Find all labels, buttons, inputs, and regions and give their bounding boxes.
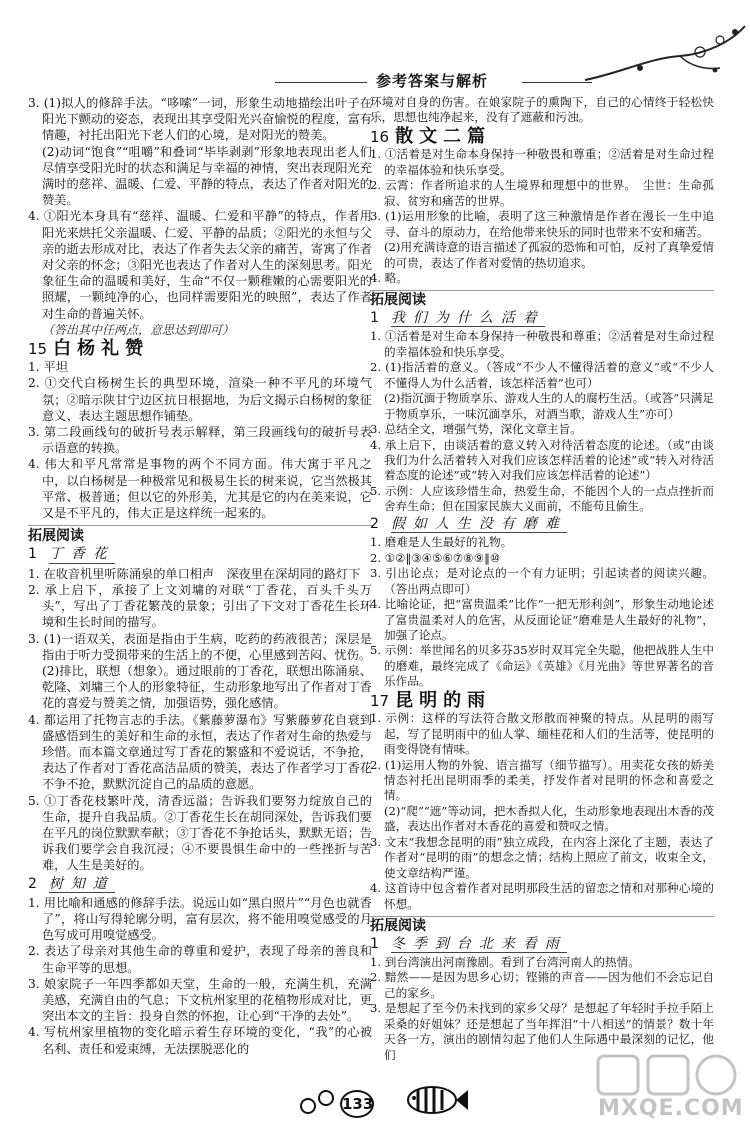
continued-text: 环境对自身的伤害。在娘家院子的熏陶下，自己的心情终于轻松快乐，思想也纯净起来，没有了遮蔽和污浊。 [370, 95, 714, 125]
bubble-icon [318, 1090, 334, 1106]
answer-item: 3. (1)一语双关，表面是指由于生病，吃药的药液很苦；深层是指由于听力受损带来的生活上的不便，心里感到苦闷、忧伤。 [28, 631, 372, 662]
answer-item: 3. 文末“我想念昆明的雨”独立成段，在内容上深化了主题，表达了作者对“昆明的雨”的想念之情；结构上照应了前文，收束全文，使文章结构严谨。 [370, 834, 714, 880]
answer-item: 1. 磨难是人生最好的礼物。 [370, 535, 513, 550]
reading-title [28, 876, 372, 893]
answer-note: （答出其中任两点，意思达到即可） [42, 322, 235, 337]
answer-item: 1. ①活着是对生命本身保持一种敬畏和尊重；②活着是对生命过程的幸福体验和快乐享受。 [370, 147, 714, 177]
answer-item: 1. 用比喻和通感的修辞手法。说远山如“黑白照片”“月色也就香了”，将山写得轮廓分明，富有层次，将不能用嗅觉感受的月色写成可用嗅觉感受。 [28, 895, 372, 943]
answer-item: 1. ①活着是对生命本身保持一种敬畏和尊重；②活着是对生命过程的幸福体验和快乐享受。 [370, 329, 714, 359]
section-number: 16 [370, 127, 390, 146]
answer-item: 5. 示例：举世闻名的贝多芬35岁时双耳完全失聪，他把战胜人生中的磨难，最终完成了《命运》《英雄》《月光曲》等世界著名的音乐作品。 [370, 643, 714, 689]
answer-item: 3. 是想起了至今仍未找到的家乡父母？是想起了年轻时手拉手陌上采桑的好姐妹？还是想起了当年挥泪“十八相送”的情景？数十年天各一方，演出的剧情勾起了他们人生际遇中最深刻的记忆，他们 [370, 1001, 714, 1062]
reading-name: 假如人生没有磨难 [390, 515, 567, 532]
extended-reading-heading: 拓展阅读 [28, 525, 372, 544]
answer-item: 2. 承上启下，承接了上文刘墉的对联“丁香花，百头千头万头”，写出了丁香花繁茂的景象；引出了下文对丁香花生长环境和生长时间的描写。 [28, 582, 372, 630]
answer-item: 3. (1)运用形象的比喻，表明了这三种激情是作者在漫长一生中追寻、奋斗的原动力，在给他带来快乐的同时也带来不安和痛苦。 [370, 209, 714, 239]
reading-title [370, 311, 714, 327]
reading-number: 1 [370, 309, 379, 326]
answer-subitem: (2)指沉湎于物质享乐、游戏人生的人的腐朽生活。（或答“只满足于物质享乐，一味沉湎享乐，对酒当歌，游戏人生”亦可） [384, 391, 714, 421]
reading-name: 丁香花 [48, 546, 115, 563]
answer-subitem: (2)动词“饱食”“咀嚼”和叠词“毕毕剥剥”形象地表现出老人们尽情享受阳光时的状态和满足与幸福的神情，突出表现阳光充满时的慈祥、温暖、仁爱、平静的特点，表达了作者对阳光的赞美。 [42, 144, 372, 208]
section-number: 15 [28, 340, 48, 359]
watermark-text: MXQE.COM [598, 1096, 744, 1121]
reading-number: 2 [28, 875, 37, 892]
reading-title [370, 517, 714, 533]
answer-item: 2. (1)指活着的意义。（答成“不少人不懂得活着的意义”或“不少人不懂得人为什么活着，该怎样活着”也可） [370, 360, 714, 390]
answer-item: 3. 总结全文，增强气势，深化文章主旨。 [370, 422, 582, 437]
watermark-seal-icon [590, 1050, 750, 1100]
reading-title [28, 546, 372, 563]
answer-subitem: (2)“爬”“遮”等动词，把木香拟人化，生动形象地表现出木香的茂盛，表达出作者对木香花的喜爱和赞叹之情。 [384, 803, 714, 834]
answer-item: 4. 都运用了托物言志的手法。《紫藤萝瀑布》写紫藤萝花自衰到盛感悟到生的美好和生命的永恒，表达了作者对生命的热爱与珍惜。而本篇文章通过写丁香花的繁盛和不爱说话，不争抢，表达了作者对丁香花高洁品质的赞美，表达了作者学习丁香花不争不抢，默默沉淀自己的品质的意愿。 [28, 712, 372, 792]
answer-subitem: (2)排比，联想（想象）。通过眼前的丁香花，联想出陈涌泉、乾隆、刘墉三个人的形象特征，生动形象地写出了作者对丁香花的喜爱与赞美之情，加强语势，强化感情。 [42, 663, 372, 711]
answer-item: 4. 承上启下，由谈活着的意义转入对待活着态度的论述。（或“由谈我们为什么活着转入对我们应该怎样活着的论述”或“转入对待活着态度的论述”或“转入对我们应该怎样活着的论述”） [370, 437, 714, 483]
answer-item: 1. 平坦 [28, 360, 68, 375]
answer-item: 2. ①②‖③④⑤⑥⑦⑧⑨‖⑩ [370, 550, 501, 565]
watermark [590, 1050, 750, 1125]
page-number: 133 [340, 1090, 374, 1118]
section-title [370, 125, 714, 147]
answer-item: 4. 这首诗中包含着作者对昆明那段生活的留恋之情和对那种心境的怀想。 [370, 881, 714, 911]
answer-item: 2. 表达了母亲对其他生命的尊重和爱护，表现了母亲的善良和生命平等的思想。 [28, 944, 372, 975]
page-header [0, 0, 750, 92]
answer-item: 2. 云霄：作者所追求的人生境界和理想中的世界。 尘世：生命孤寂、贫穷和痛苦的世界。 [370, 178, 714, 208]
section-title [370, 689, 714, 711]
answer-item: 2. 黯然——是因为思乡心切；铿锵的声音——因为他们不会忘记自己的家乡。 [370, 970, 714, 1000]
header-title: 参考答案与解析 [372, 70, 492, 91]
section-name: 白杨礼赞 [53, 338, 150, 360]
answer-item: 5. ①丁香花枝繁叶茂，清香远溢；告诉我们要努力绽放自己的生命，提升自我品质。②丁香花生长在胡同深处，告诉我们要在平凡的岗位默默奉献；③丁香花不争抢话头，默默无语；告诉我们要学会自我沉浸；④不要畏惧生命中的一些挫折与苦难，人生是美好的。 [28, 793, 372, 873]
answer-item: 2. (1)运用人物的外貌、语言描写（细节描写）。用卖花女孩的娇美情态衬托出昆明雨季的柔美，抒发作者对昆明的怀念和喜爱之情。 [370, 757, 714, 803]
answer-item: 4. 伟大和平凡常常是事物的两个不同方面。伟大寓于平凡之中，以白杨树是一种极常见和极易生长的树来说，它当然极其平常、极普通；但以它的外形美，尤其是它的内在美来说，它又是不平凡的，伟大正是这样统一起来的。 [28, 457, 372, 521]
answer-item: 1. 在收音机里听陈涌泉的单口相声 深夜里在深胡同的路灯下 [28, 566, 361, 581]
answer-item: 3. (1)拟人的修辞手法。“哆嗦”一词，形象生动地描绘出叶子在阳光下颤动的姿态，表现出其享受阳光兴奋愉悦的程度，富有情趣，衬托出阳光下老人们的心境，是对阳光的赞美。 [28, 96, 372, 143]
plum-branch-icon [580, 18, 750, 88]
answer-item: 4. 比喻论证，把“富贵温柔”比作“一把无形利剑”，形象生动地论述了富贵温柔对人的危害，从反面论证“磨难是人生最好的礼物”，加强了论点。 [370, 597, 714, 642]
answer-item: 5. 示例：人应该珍惜生命，热爱生命，不能因个人的一点点挫折而舍弃生命；但在国家民族大义面前，不能苟且偷生。 [370, 483, 714, 514]
answer-subitem: (2)用充满诗意的语言描述了孤寂的恐怖和可怕，反衬了真挚爱情的可贵，表达了作者对爱情的热切追求。 [384, 240, 714, 270]
page-footer [300, 1088, 560, 1118]
left-column [28, 95, 372, 1057]
section-number: 17 [370, 691, 390, 710]
right-column [370, 95, 714, 1063]
reading-number: 1 [28, 546, 37, 563]
fish-icon [400, 1080, 470, 1120]
extended-reading-heading: 拓展阅读 [370, 290, 714, 308]
extended-reading-heading: 拓展阅读 [370, 916, 714, 934]
answer-item: 4. ①阳光本身具有“慈祥、温暖、仁爱和平静”的特点，作者用阳光来烘托父亲温暖、仁爱、平静的品质；②阳光的永恒与父亲的逝去形成对比，表达了作者失去父亲的痛苦，寄寓了作者对父亲的怀念；③阳光也表达了作者对人生的深刻思考。阳光象征生命的温暖和美好，生命“不仅一颗稚嫩的心需要阳光的照耀，一颗纯净的心，也同样需要阳光的映照”，表达了作者对生命的普遍关怀。 [28, 209, 372, 321]
answer-item: 3. 第二段画线句的破折号表示解释，第三段画线句的破折号表示语意的转换。 [28, 425, 372, 456]
reading-name: 树知道 [48, 875, 115, 892]
answer-item: 1. 到台湾演出河南豫剧。看到了台湾河南人的热情。 [370, 955, 640, 970]
reading-name: 冬季到台北来看雨 [390, 935, 567, 952]
section-name: 散文二篇 [395, 125, 492, 147]
bubble-icon [300, 1098, 316, 1114]
answer-item: 1. 示例：这样的写法符合散文形散而神聚的特点。从昆明的雨写起，写了昆明雨中的仙人掌、缅桂花和人们的生活等，使昆明的雨变得饶有情味。 [370, 711, 714, 757]
answer-item: 3. 引出论点；是对论点的一个有力证明；引起读者的阅读兴趣。（答出两点即可） [370, 566, 714, 596]
answer-item: 4. 写杭州家里植物的变化暗示着生存环境的变化，“我”的心被名利、责任和爱束缚，无法摆脱恶化的 [28, 1025, 372, 1056]
answer-item: 2. ①交代白杨树生长的典型环境，渲染一种不平凡的环境气氛；②暗示陕甘宁边区抗日根据地，为后文揭示白杨树的象征意义、表达主题思想作铺垫。 [28, 376, 372, 423]
reading-title [370, 937, 714, 953]
reading-number: 2 [370, 515, 379, 532]
answer-item: 4. 略。 [370, 270, 408, 285]
section-name: 昆明的雨 [395, 689, 492, 711]
reading-number: 1 [370, 935, 379, 952]
section-title [28, 338, 372, 360]
answer-item: 3. 娘家院子一年四季都如天堂，生命的一般，充满生机，充满美感，充满自由的气息；下文杭州家里的花植物形成对比，更突出本文的主旨：投身自然的怀抱，让心到“干净的去处”。 [28, 976, 372, 1024]
reading-name: 我们为什么活着 [390, 309, 545, 326]
